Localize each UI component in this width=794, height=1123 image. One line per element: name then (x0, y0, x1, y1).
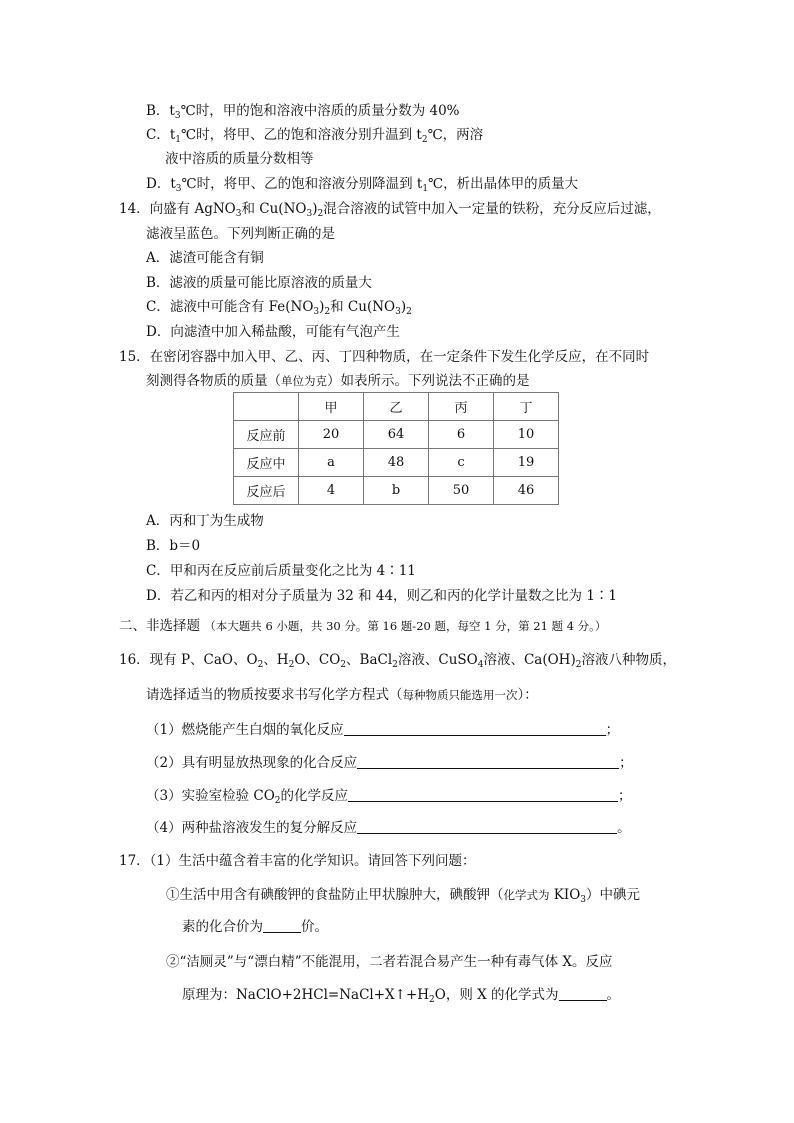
q16-item-1: （1）燃烧能产生白烟的氧化反应 ； (146, 722, 620, 738)
q15-stem-cont: 刻测得各物质的质量（单位为克）如表所示。下列说法不正确的是 (146, 373, 530, 389)
table-cell: 4 (299, 477, 364, 505)
q16-item-4: （4）两种盐溶液发生的复分解反应 。 (146, 820, 631, 836)
q13-option-c: C．$t_1℃$时，将甲、乙的饱和溶液分别升温到 $t_2℃$，两溶 (146, 127, 484, 145)
q14-option-d: D．向滤渣中加入稀盐酸，可能有气泡产生 (146, 324, 400, 340)
q16-item-2: （2）具有明显放热现象的化合反应 ； (146, 755, 633, 771)
table-cell: 50 (429, 477, 494, 505)
q17-item-1-cont: 素的化合价为 价。 (182, 919, 328, 935)
answer-blank[interactable] (357, 754, 619, 769)
answer-blank[interactable] (357, 819, 617, 834)
q14-option-c: C．滤液中可能含有 $Fe(NO_3)_2$和 $Cu(NO_3)_2$ (146, 299, 412, 317)
table-cell: 反应前 (234, 421, 299, 449)
table-cell: 6 (429, 421, 494, 449)
q13-option-b: B．$t_3℃$时，甲的饱和溶液中溶质的质量分数为 40% (146, 103, 460, 121)
answer-blank[interactable] (263, 918, 301, 933)
q16-stem-cont: 请选择适当的物质按要求书写化学方程式（每种物质只能选用一次）： (146, 687, 538, 703)
answer-blank[interactable] (559, 986, 607, 1001)
q15-option-a: A．丙和丁为生成物 (146, 513, 264, 529)
table-header-cell: 丙 (429, 393, 494, 421)
q15-option-d: D．若乙和丙的相对分子质量为 32 和 44，则乙和丙的化学计量数之比为 1∶1 (146, 588, 618, 604)
table-cell: 64 (364, 421, 429, 449)
table-cell: 46 (494, 477, 559, 505)
table-header-cell: 丁 (494, 393, 559, 421)
q16-stem: 16．现有 P、CaO、$O_2$、$H_2O$、$CO_2$、BaCl$_2$溶液、CuSO$_4$溶液、$Ca(OH)_2$溶液八种物质， (119, 652, 676, 670)
q14-stem: 14．向盛有 AgNO$_3$和 $Cu(NO_3)_2$混合溶液的试管中加入一定量的铁粉，充分反应后过滤， (119, 201, 661, 219)
table-cell: 20 (299, 421, 364, 449)
table-cell: a (299, 449, 364, 477)
table-cell: 48 (364, 449, 429, 477)
table-header-cell: 甲 (299, 393, 364, 421)
table-cell: b (364, 477, 429, 505)
q15-stem: 15．在密闭容器中加入甲、乙、丙、丁四种物质，在一定条件下发生化学反应，在不同时 (119, 349, 650, 365)
q15-option-b: B．b＝0 (146, 538, 201, 554)
table-cell: 反应中 (234, 449, 299, 477)
q16-item-3: （3）实验室检验 $CO_2$的化学反应 ； (146, 788, 632, 806)
answer-blank[interactable] (348, 787, 618, 802)
table-row (234, 449, 559, 477)
table-header-cell: 乙 (364, 393, 429, 421)
q14-option-b: B．滤液的质量可能比原溶液的质量大 (146, 275, 372, 291)
answer-blank[interactable] (344, 721, 606, 736)
table-header-row (234, 393, 559, 421)
table-cell: 19 (494, 449, 559, 477)
q15-option-c: C．甲和丙在反应前后质量变化之比为 4∶11 (146, 563, 416, 579)
mass-table (233, 392, 559, 505)
q17-item-1: ①生活中用含有碘酸钾的食盐防止甲状腺肿大，碘酸钾（化学式为 $KIO_3$）中碘元 (166, 887, 641, 905)
q14-option-a: A．滤渣可能含有铜 (146, 250, 264, 266)
table-header-cell (234, 393, 299, 421)
section-heading: 二、非选择题 （本大题共 6 小题，共 30 分。第 16 题-20 题，每空 1 分，第 21 题 4 分。） (119, 618, 607, 634)
table-cell: 10 (494, 421, 559, 449)
q13-option-d: D．$t_3℃$时，将甲、乙的饱和溶液分别降温到 $t_1℃$，析出晶体甲的质量大 (146, 176, 579, 194)
table-cell: c (429, 449, 494, 477)
table-row (234, 421, 559, 449)
q17-item-2-cont: 原理为：$NaClO+2HCl=NaCl+X↑+H_2O$，则 X 的化学式为 。 (182, 987, 621, 1005)
q13-option-c-cont: 液中溶质的质量分数相等 (165, 151, 314, 167)
q17-item-2: ②“洁厕灵”与“漂白精”不能混用，二者若混合易产生一种有毒气体 X。反应 (166, 954, 613, 970)
table-cell: 反应后 (234, 477, 299, 505)
q14-stem-cont: 滤液呈蓝色。下列判断正确的是 (146, 226, 335, 242)
q17-stem: 17．（1）生活中蕴含着丰富的化学知识。请回答下列问题： (119, 853, 476, 869)
table-row (234, 477, 559, 505)
